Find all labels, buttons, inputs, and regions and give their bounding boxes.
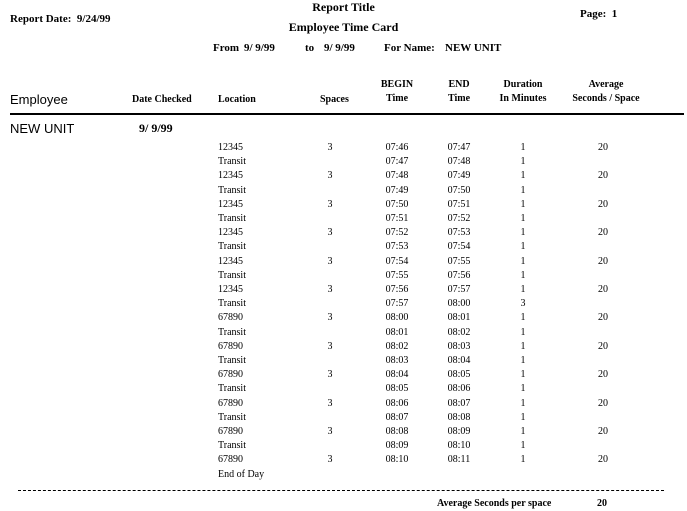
row-location: 12345	[218, 198, 243, 210]
row-avg-seconds: 20	[598, 312, 608, 324]
row-location: Transit	[218, 326, 246, 338]
row-begin-time: 07:52	[385, 227, 409, 239]
row-duration: 1	[520, 156, 526, 168]
row-end-time: 07:57	[447, 284, 471, 295]
row-begin-time: 08:10	[385, 454, 409, 466]
row-begin-time: 08:06	[385, 397, 409, 409]
row-duration: 1	[520, 383, 526, 395]
row-avg-seconds: 20	[598, 142, 608, 153]
header-rule	[10, 113, 684, 115]
row-spaces: 3	[327, 340, 333, 352]
row-location: 67890	[218, 369, 243, 381]
row-end-time: 08:07	[447, 397, 471, 409]
row-begin-time: 07:50	[385, 198, 409, 210]
table-row	[0, 184, 687, 198]
report-date-label: Report Date:	[10, 13, 72, 25]
table-row	[0, 141, 687, 155]
row-location: 12345	[218, 142, 243, 153]
row-duration: 1	[520, 440, 526, 452]
table-row	[0, 169, 687, 183]
row-end-time: 08:09	[447, 426, 471, 437]
page-label: Page:	[580, 8, 607, 20]
col-duration-line1: Duration	[503, 79, 543, 90]
table-row	[0, 283, 687, 297]
row-end-time: 08:06	[447, 383, 471, 395]
row-location: 67890	[218, 454, 243, 466]
row-avg-seconds: 20	[598, 227, 608, 239]
table-row	[0, 198, 687, 212]
row-location: Transit	[218, 269, 246, 281]
row-end-time: 07:54	[447, 241, 471, 253]
page-indicator	[580, 8, 617, 20]
row-location: Transit	[218, 440, 246, 452]
report-subtitle: Employee Time Card	[288, 20, 399, 34]
row-avg-seconds: 20	[598, 397, 608, 409]
row-duration: 1	[520, 411, 526, 423]
table-row	[0, 255, 687, 269]
row-end-time: 07:50	[447, 184, 471, 196]
col-end	[434, 78, 484, 106]
row-begin-time: 07:48	[385, 170, 409, 182]
row-end-time: 07:51	[447, 198, 471, 210]
col-average-line2: Seconds / Space	[572, 93, 640, 104]
footer-dashed-rule	[18, 490, 664, 491]
row-location: 12345	[218, 227, 243, 239]
row-spaces: 3	[327, 255, 333, 267]
row-avg-seconds: 20	[598, 454, 608, 466]
row-end-time: 07:47	[447, 142, 471, 153]
row-duration: 1	[520, 142, 526, 153]
row-end-time: 07:53	[447, 227, 471, 239]
row-location: Transit	[218, 241, 246, 253]
row-location: 67890	[218, 426, 243, 437]
for-name-label: For Name:	[384, 42, 435, 54]
row-end-time: 08:08	[447, 411, 471, 423]
col-employee: Employee	[10, 92, 68, 107]
row-spaces: 3	[327, 426, 333, 437]
col-begin-line1: BEGIN	[380, 79, 414, 90]
table-row	[0, 468, 687, 482]
row-location: 12345	[218, 284, 243, 295]
table-row	[0, 354, 687, 368]
row-avg-seconds: 20	[598, 426, 608, 437]
table-row	[0, 425, 687, 439]
row-duration: 1	[520, 369, 526, 381]
col-duration	[488, 78, 558, 106]
row-end-time: 07:52	[447, 213, 471, 224]
row-begin-time: 08:02	[385, 340, 409, 352]
row-location: Transit	[218, 213, 246, 224]
row-end-time: 07:49	[447, 170, 471, 182]
table-row	[0, 240, 687, 254]
row-duration: 1	[520, 170, 526, 182]
col-average	[558, 78, 654, 106]
row-duration: 1	[520, 426, 526, 437]
row-end-time: 08:11	[447, 454, 471, 466]
from-label: From	[213, 42, 240, 54]
table-row	[0, 297, 687, 311]
row-avg-seconds: 20	[598, 198, 608, 210]
for-name-value: NEW UNIT	[445, 42, 502, 54]
row-begin-time: 07:53	[385, 241, 409, 253]
row-duration: 1	[520, 241, 526, 253]
row-begin-time: 07:54	[385, 255, 409, 267]
row-end-time: 08:05	[447, 369, 471, 381]
row-begin-time: 07:57	[385, 298, 409, 310]
row-begin-time: 07:51	[385, 213, 409, 224]
col-end-line2: Time	[447, 93, 471, 104]
row-location: End of Day	[218, 468, 265, 480]
table-row	[0, 269, 687, 283]
row-duration: 1	[520, 227, 526, 239]
group-employee: NEW UNIT	[10, 121, 75, 136]
row-duration: 3	[520, 298, 526, 310]
row-location: 67890	[218, 312, 243, 324]
row-begin-time: 07:46	[385, 142, 409, 153]
row-end-time: 08:02	[447, 326, 471, 338]
to-date: 9/ 9/99	[324, 42, 355, 54]
row-location: 67890	[218, 397, 243, 409]
to-label: to	[305, 42, 315, 54]
row-duration: 1	[520, 284, 526, 295]
row-end-time: 07:48	[447, 156, 471, 168]
row-location: 67890	[218, 340, 243, 352]
col-begin	[372, 78, 422, 106]
row-begin-time: 08:01	[385, 326, 409, 338]
row-end-time: 07:55	[447, 255, 471, 267]
row-begin-time: 08:00	[385, 312, 409, 324]
row-end-time: 08:03	[447, 340, 471, 352]
col-location: Location	[218, 94, 256, 105]
row-duration: 1	[520, 454, 526, 466]
row-location: Transit	[218, 184, 246, 196]
footer-avg-value: 20	[597, 498, 607, 509]
row-location: 12345	[218, 170, 243, 182]
col-average-line1: Average	[588, 79, 624, 90]
page-number: 1	[611, 8, 618, 20]
row-begin-time: 08:04	[385, 369, 409, 381]
table-row	[0, 155, 687, 169]
row-location: Transit	[218, 298, 246, 310]
row-begin-time: 08:05	[385, 383, 409, 395]
table-row	[0, 311, 687, 325]
row-begin-time: 07:49	[385, 184, 409, 196]
row-duration: 1	[520, 397, 526, 409]
row-duration: 1	[520, 312, 526, 324]
row-spaces: 3	[327, 170, 333, 182]
table-row	[0, 382, 687, 396]
row-begin-time: 08:03	[385, 355, 409, 366]
row-end-time: 08:10	[447, 440, 471, 452]
row-location: Transit	[218, 156, 246, 168]
col-date-checked: Date Checked	[132, 94, 192, 105]
table-row	[0, 397, 687, 411]
col-duration-line2: In Minutes	[499, 93, 547, 104]
table-row	[0, 340, 687, 354]
row-end-time: 08:04	[447, 355, 471, 366]
col-end-line1: END	[448, 79, 470, 90]
row-avg-seconds: 20	[598, 340, 608, 352]
from-date: 9/ 9/99	[244, 42, 275, 54]
report-title: Report Title	[312, 0, 375, 14]
row-location: Transit	[218, 355, 246, 366]
table-row	[0, 439, 687, 453]
row-spaces: 3	[327, 312, 333, 324]
row-avg-seconds: 20	[598, 284, 608, 295]
row-location: 12345	[218, 255, 243, 267]
row-end-time: 07:56	[447, 269, 471, 281]
row-spaces: 3	[327, 454, 333, 466]
table-row	[0, 326, 687, 340]
table-row	[0, 453, 687, 467]
row-begin-time: 08:08	[385, 426, 409, 437]
row-duration: 1	[520, 269, 526, 281]
row-spaces: 3	[327, 369, 333, 381]
row-begin-time: 08:07	[385, 411, 409, 423]
table-row	[0, 226, 687, 240]
row-begin-time: 08:09	[385, 440, 409, 452]
row-spaces: 3	[327, 397, 333, 409]
row-duration: 1	[520, 355, 526, 366]
row-avg-seconds: 20	[598, 369, 608, 381]
group-date: 9/ 9/99	[139, 121, 173, 135]
row-begin-time: 07:47	[385, 156, 409, 168]
row-spaces: 3	[327, 284, 333, 295]
row-avg-seconds: 20	[598, 255, 608, 267]
row-spaces: 3	[327, 227, 333, 239]
row-duration: 1	[520, 326, 526, 338]
col-spaces: Spaces	[320, 94, 349, 105]
row-spaces: 3	[327, 198, 333, 210]
row-spaces: 3	[327, 142, 333, 153]
row-location: Transit	[218, 383, 246, 395]
row-duration: 1	[520, 198, 526, 210]
col-begin-line2: Time	[385, 93, 409, 104]
row-end-time: 08:00	[447, 298, 471, 310]
row-duration: 1	[520, 184, 526, 196]
row-begin-time: 07:55	[385, 269, 409, 281]
row-begin-time: 07:56	[385, 284, 409, 295]
row-avg-seconds: 20	[598, 170, 608, 182]
row-location: Transit	[218, 411, 246, 423]
table-row	[0, 212, 687, 226]
row-duration: 1	[520, 255, 526, 267]
footer-avg-label: Average Seconds per space	[437, 498, 552, 509]
report-date-value: 9/24/99	[76, 13, 111, 25]
table-row	[0, 368, 687, 382]
row-end-time: 08:01	[447, 312, 471, 324]
row-duration: 1	[520, 213, 526, 224]
table-row	[0, 411, 687, 425]
row-duration: 1	[520, 340, 526, 352]
